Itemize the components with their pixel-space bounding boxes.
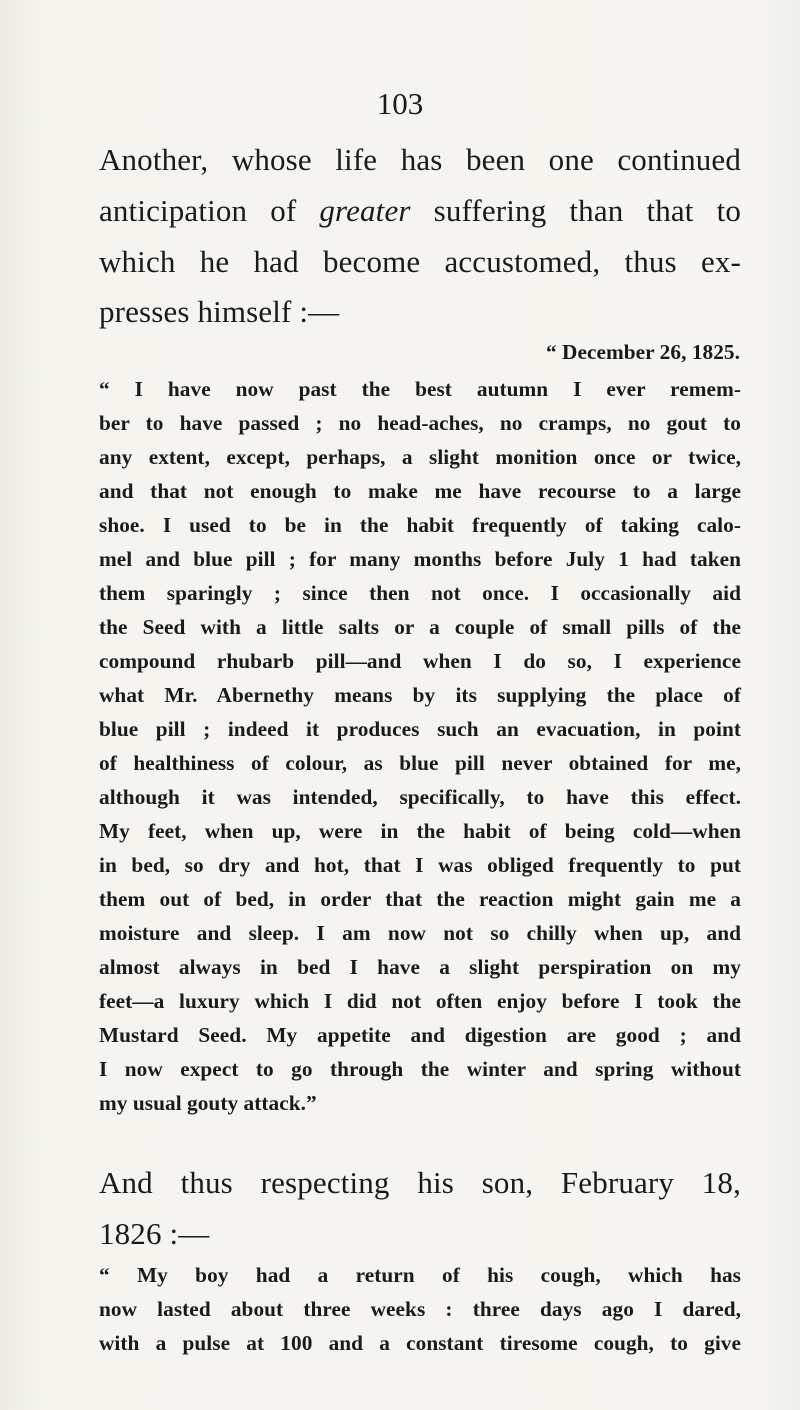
letter-1-line: I now expect to go through the winter and spring without (99, 1057, 741, 1081)
paragraph-1-line-2-end: suffering than that to (410, 193, 741, 228)
letter-1-line: shoe. I used to be in the habit frequently of taking calo- (99, 513, 741, 537)
letter-1-line: Mustard Seed. My appetite and digestion are good ; and (99, 1023, 741, 1047)
paragraph-1-line-1: Another, whose life has been one continued (99, 142, 741, 177)
letter-1-line: almost always in bed I have a slight perspiration on my (99, 955, 741, 979)
letter-1-line: although it was intended, specifically, to have this effect. (99, 785, 741, 809)
letter-1-line: blue pill ; indeed it produces such an evacuation, in point (99, 717, 741, 741)
letter-1-line-last: my usual gouty attack.” (99, 1091, 317, 1115)
letter-1-line: in bed, so dry and hot, that I was obliged frequently to put (99, 853, 741, 877)
page-number: 103 (376, 86, 424, 121)
paragraph-2-line-2: 1826 :— (99, 1216, 210, 1251)
paragraph-1-line-2-start: anticipation of (99, 193, 320, 228)
letter-1-line: feet—a luxury which I did not often enjoy before I took the (99, 989, 741, 1013)
letter-2-line: now lasted about three weeks : three days ago I dared, (99, 1297, 741, 1321)
italic-word-greater: greater (319, 193, 411, 228)
letter-1-line: any extent, except, perhaps, a slight monition once or twice, (99, 445, 741, 469)
paragraph-1-line-2 (99, 191, 741, 231)
letter-1-line: of healthiness of colour, as blue pill never obtained for me, (99, 751, 741, 775)
letter-1-line: ber to have passed ; no head-aches, no cramps, no gout to (99, 411, 741, 435)
paragraph-1-line-3: which he had become accustomed, thus ex- (99, 244, 741, 279)
letter-1-line: what Mr. Abernethy means by its supplying the place of (99, 683, 741, 707)
letter-1-line: them out of bed, in order that the reaction might gain me a (99, 887, 741, 911)
letter-1-line: “ I have now past the best autumn I ever remem- (99, 377, 741, 401)
letter-1-line: them sparingly ; since then not once. I occasionally aid (99, 581, 741, 605)
letter-1-line: My feet, when up, were in the habit of being cold—when (99, 819, 741, 843)
letter-2-line: with a pulse at 100 and a constant tiresome cough, to give (99, 1331, 741, 1355)
letter-1-line: moisture and sleep. I am now not so chilly when up, and (99, 921, 741, 945)
letter-1-line: the Seed with a little salts or a couple of small pills of the (99, 615, 741, 639)
paragraph-2-line-1: And thus respecting his son, February 18, (99, 1165, 741, 1200)
letter-2-line: “ My boy had a return of his cough, which has (99, 1263, 741, 1287)
paragraph-1-line-4: presses himself :— (99, 294, 340, 329)
letter-1-line: and that not enough to make me have recourse to a large (99, 479, 741, 503)
letter-1-line: compound rhubarb pill—and when I do so, I experience (99, 649, 741, 673)
letter-1-line: mel and blue pill ; for many months before July 1 had taken (99, 547, 741, 571)
letter-1-date: “ December 26, 1825. (545, 340, 740, 364)
